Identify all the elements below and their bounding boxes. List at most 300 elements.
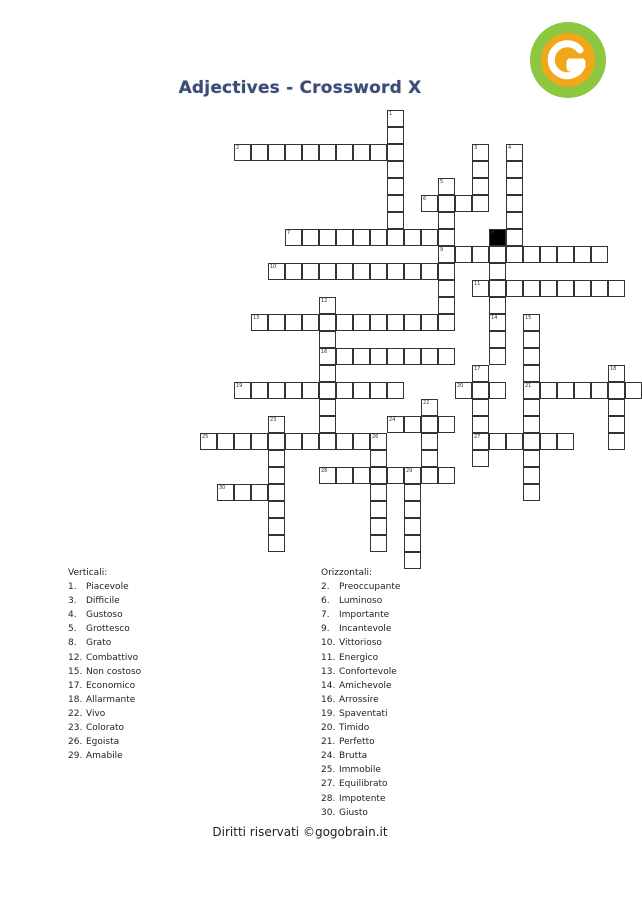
clue-number-label: 8	[491, 230, 495, 236]
grid-cell[interactable]	[523, 399, 540, 416]
grid-cell[interactable]	[404, 501, 421, 518]
grid-cell[interactable]	[557, 433, 574, 450]
grid-cell[interactable]	[421, 399, 438, 416]
grid-cell[interactable]	[523, 314, 540, 331]
grid-cell[interactable]	[319, 144, 336, 161]
grid-cell[interactable]	[489, 348, 506, 365]
grid-cell[interactable]	[404, 416, 421, 433]
grid-cell[interactable]	[506, 280, 523, 297]
grid-cell[interactable]	[268, 450, 285, 467]
grid-cell[interactable]	[608, 382, 625, 399]
clue-number: 3.	[68, 596, 77, 607]
grid-cell[interactable]	[251, 433, 268, 450]
across-clue	[321, 622, 400, 636]
grid-cell[interactable]	[370, 229, 387, 246]
grid-cell[interactable]	[319, 331, 336, 348]
grid-cell[interactable]	[285, 382, 302, 399]
grid-cell[interactable]	[387, 127, 404, 144]
clue-number-label: 18	[610, 366, 617, 372]
clue-number-label: 14	[491, 315, 498, 321]
grid-cell[interactable]	[540, 382, 557, 399]
clue-text: Giusto	[339, 807, 368, 818]
clue-text: Immobile	[339, 765, 381, 776]
grid-cell[interactable]	[217, 484, 234, 501]
grid-cell[interactable]	[302, 382, 319, 399]
grid-cell[interactable]	[472, 280, 489, 297]
grid-cell[interactable]	[438, 348, 455, 365]
clue-text: Colorato	[86, 723, 125, 734]
down-clue-list	[68, 580, 141, 763]
down-clue	[68, 622, 141, 636]
grid-cell[interactable]	[353, 382, 370, 399]
grid-cell[interactable]	[591, 382, 608, 399]
across-clue	[321, 806, 400, 820]
across-clue	[321, 693, 400, 707]
grid-cell[interactable]	[404, 263, 421, 280]
down-clue	[68, 608, 141, 622]
grid-cell[interactable]	[370, 314, 387, 331]
grid-cell[interactable]	[489, 297, 506, 314]
down-clue	[68, 693, 141, 707]
grid-cell[interactable]	[591, 246, 608, 263]
clue-number: 27.	[321, 779, 336, 790]
grid-cell[interactable]	[302, 229, 319, 246]
clue-number-label: 3	[474, 145, 478, 151]
clue-text: Amichevole	[339, 680, 392, 691]
grid-cell[interactable]	[489, 433, 506, 450]
grid-cell[interactable]	[319, 416, 336, 433]
grid-cell[interactable]	[370, 484, 387, 501]
clue-number-label: 25	[202, 434, 209, 440]
clue-number-label: 11	[474, 281, 481, 287]
grid-cell[interactable]	[472, 382, 489, 399]
clue-number: 12.	[68, 652, 83, 663]
clue-text: Gustoso	[86, 610, 123, 621]
grid-cell[interactable]	[591, 280, 608, 297]
grid-cell[interactable]	[438, 246, 455, 263]
grid-cell[interactable]	[387, 382, 404, 399]
grid-cell[interactable]	[387, 314, 404, 331]
grid-cell[interactable]	[506, 161, 523, 178]
clue-number: 20.	[321, 723, 336, 734]
clue-number: 9.	[321, 624, 330, 635]
grid-cell[interactable]	[523, 331, 540, 348]
grid-cell[interactable]	[472, 246, 489, 263]
grid-cell[interactable]	[625, 382, 642, 399]
grid-cell[interactable]	[319, 314, 336, 331]
grid-cell[interactable]	[438, 229, 455, 246]
grid-cell[interactable]	[472, 399, 489, 416]
grid-cell[interactable]	[438, 212, 455, 229]
puzzle-title: Adjectives - Crossword X	[178, 78, 422, 98]
grid-cell[interactable]	[251, 484, 268, 501]
grid-cell[interactable]	[489, 263, 506, 280]
grid-cell[interactable]	[387, 229, 404, 246]
grid-cell[interactable]	[387, 178, 404, 195]
across-clue	[321, 777, 400, 791]
grid-cell[interactable]	[268, 501, 285, 518]
clue-text: Vivo	[86, 708, 106, 719]
grid-cell[interactable]	[523, 280, 540, 297]
grid-cell[interactable]	[234, 382, 251, 399]
grid-cell[interactable]	[336, 348, 353, 365]
grid-cell[interactable]	[353, 314, 370, 331]
across-clue	[321, 580, 400, 594]
grid-cell[interactable]	[370, 144, 387, 161]
grid-cell[interactable]	[370, 263, 387, 280]
grid-cell[interactable]	[438, 297, 455, 314]
grid-cell[interactable]	[251, 314, 268, 331]
grid-cell[interactable]	[574, 280, 591, 297]
grid-cell[interactable]	[404, 518, 421, 535]
clue-number: 22.	[68, 708, 83, 719]
grid-cell[interactable]	[336, 229, 353, 246]
grid-cell[interactable]	[387, 348, 404, 365]
clue-text: Timido	[339, 723, 370, 734]
black-cell	[489, 229, 506, 246]
grid-cell[interactable]	[387, 416, 404, 433]
clue-text: Spaventati	[339, 708, 388, 719]
grid-cell[interactable]	[285, 433, 302, 450]
grid-cell[interactable]	[268, 144, 285, 161]
grid-cell[interactable]	[438, 416, 455, 433]
grid-cell[interactable]	[421, 229, 438, 246]
grid-cell[interactable]	[472, 365, 489, 382]
grid-cell[interactable]	[472, 416, 489, 433]
grid-cell[interactable]	[353, 229, 370, 246]
clue-text: Non costoso	[86, 666, 142, 677]
grid-cell[interactable]	[234, 433, 251, 450]
grid-cell[interactable]	[370, 535, 387, 552]
grid-cell[interactable]	[489, 280, 506, 297]
grid-cell[interactable]	[489, 331, 506, 348]
clue-number: 2.	[321, 582, 330, 593]
grid-cell[interactable]	[608, 416, 625, 433]
grid-cell[interactable]	[404, 467, 421, 484]
clue-number: 23.	[68, 723, 83, 734]
clue-text: Confortevole	[339, 666, 397, 677]
clue-number: 14.	[321, 680, 336, 691]
clue-text: Egoista	[86, 737, 120, 748]
clue-text: Amabile	[86, 751, 123, 762]
clue-number-label: 5	[440, 179, 444, 185]
clue-text: Importante	[339, 610, 390, 621]
down-clue	[68, 679, 141, 693]
grid-cell[interactable]	[540, 280, 557, 297]
across-clue	[321, 651, 400, 665]
grid-cell[interactable]	[319, 348, 336, 365]
clue-number-label: 13	[253, 315, 260, 321]
grid-cell[interactable]	[251, 382, 268, 399]
grid-cell[interactable]	[489, 246, 506, 263]
grid-cell[interactable]	[251, 144, 268, 161]
grid-cell[interactable]	[319, 229, 336, 246]
grid-cell[interactable]	[574, 246, 591, 263]
grid-cell[interactable]	[404, 552, 421, 569]
grid-cell[interactable]	[523, 365, 540, 382]
grid-cell[interactable]	[438, 195, 455, 212]
grid-cell[interactable]	[489, 382, 506, 399]
grid-cell[interactable]	[455, 382, 472, 399]
grid-cell[interactable]	[353, 433, 370, 450]
grid-cell[interactable]	[336, 467, 353, 484]
across-clues	[321, 566, 400, 820]
grid-cell[interactable]	[421, 416, 438, 433]
grid-cell[interactable]	[302, 433, 319, 450]
grid-cell[interactable]	[404, 314, 421, 331]
grid-cell[interactable]	[387, 110, 404, 127]
grid-cell[interactable]	[404, 348, 421, 365]
across-clue	[321, 707, 400, 721]
grid-cell[interactable]	[438, 467, 455, 484]
grid-cell[interactable]	[285, 229, 302, 246]
grid-cell[interactable]	[336, 144, 353, 161]
clue-number-label: 26	[372, 434, 379, 440]
grid-cell[interactable]	[268, 433, 285, 450]
grid-cell[interactable]	[472, 450, 489, 467]
grid-cell[interactable]	[472, 195, 489, 212]
clue-number: 1.	[68, 582, 77, 593]
clue-text: Luminoso	[339, 596, 383, 607]
grid-cell[interactable]	[319, 297, 336, 314]
clue-text: Energico	[339, 652, 379, 663]
clue-number: 5.	[68, 624, 77, 635]
clue-number-label: 23	[270, 417, 277, 423]
grid-cell[interactable]	[438, 178, 455, 195]
grid-cell[interactable]	[506, 144, 523, 161]
down-clue	[68, 636, 141, 650]
grid-cell[interactable]	[370, 433, 387, 450]
grid-cell[interactable]	[268, 382, 285, 399]
grid-cell[interactable]	[608, 280, 625, 297]
grid-cell[interactable]	[574, 382, 591, 399]
grid-cell[interactable]	[557, 280, 574, 297]
grid-cell[interactable]	[370, 450, 387, 467]
clue-number: 21.	[321, 737, 336, 748]
clue-number-label: 6	[423, 196, 427, 202]
clue-number-label: 21	[525, 383, 532, 389]
clue-number-label: 1	[389, 111, 393, 117]
grid-cell[interactable]	[200, 433, 217, 450]
grid-cell[interactable]	[285, 263, 302, 280]
grid-cell[interactable]	[421, 263, 438, 280]
grid-cell[interactable]	[472, 161, 489, 178]
grid-cell[interactable]	[387, 161, 404, 178]
grid-cell[interactable]	[319, 399, 336, 416]
grid-cell[interactable]	[421, 467, 438, 484]
grid-cell[interactable]	[523, 246, 540, 263]
grid-cell[interactable]	[387, 263, 404, 280]
grid-cell[interactable]	[217, 433, 234, 450]
down-clue	[68, 735, 141, 749]
clue-text: Combattivo	[86, 652, 139, 663]
grid-cell[interactable]	[336, 382, 353, 399]
clue-number: 19.	[321, 708, 336, 719]
clue-number-label: 4	[508, 145, 512, 151]
grid-cell[interactable]	[302, 314, 319, 331]
clue-number: 26.	[68, 737, 83, 748]
grid-cell[interactable]	[353, 348, 370, 365]
clue-number-label: 17	[474, 366, 481, 372]
grid-cell[interactable]	[370, 382, 387, 399]
grid-cell[interactable]	[472, 178, 489, 195]
grid-cell[interactable]	[608, 433, 625, 450]
grid-cell[interactable]	[302, 144, 319, 161]
clue-text: Incantevole	[339, 624, 392, 635]
grid-cell[interactable]	[302, 263, 319, 280]
grid-cell[interactable]	[370, 501, 387, 518]
down-clue	[68, 665, 141, 679]
grid-cell[interactable]	[285, 314, 302, 331]
clue-number-label: 16	[321, 349, 328, 355]
grid-cell[interactable]	[319, 382, 336, 399]
clue-number-label: 29	[406, 468, 413, 474]
grid-cell[interactable]	[234, 144, 251, 161]
across-clue	[321, 735, 400, 749]
clue-number: 18.	[68, 694, 83, 705]
clue-number: 15.	[68, 666, 83, 677]
grid-cell[interactable]	[387, 144, 404, 161]
grid-cell[interactable]	[268, 467, 285, 484]
grid-cell[interactable]	[370, 518, 387, 535]
grid-cell[interactable]	[353, 263, 370, 280]
grid-cell[interactable]	[319, 365, 336, 382]
clue-number: 16.	[321, 694, 336, 705]
grid-cell[interactable]	[353, 467, 370, 484]
clue-number-label: 28	[321, 468, 328, 474]
grid-cell[interactable]	[268, 416, 285, 433]
clue-text: Grato	[86, 638, 112, 649]
clue-number: 10.	[321, 638, 336, 649]
clue-text: Piacevole	[86, 582, 129, 593]
clue-number: 8.	[68, 638, 77, 649]
across-clue	[321, 608, 400, 622]
grid-cell[interactable]	[268, 314, 285, 331]
clue-text: Equilibrato	[339, 779, 388, 790]
grid-cell[interactable]	[506, 195, 523, 212]
clue-number-label: 7	[287, 230, 291, 236]
grid-cell[interactable]	[268, 263, 285, 280]
clue-number-label: 20	[457, 383, 464, 389]
clue-text: Preoccupante	[339, 582, 401, 593]
grid-cell[interactable]	[421, 195, 438, 212]
grid-cell[interactable]	[404, 535, 421, 552]
grid-cell[interactable]	[421, 314, 438, 331]
grid-cell[interactable]	[472, 433, 489, 450]
across-clue	[321, 636, 400, 650]
clue-number-label: 30	[219, 485, 226, 491]
grid-cell[interactable]	[438, 263, 455, 280]
down-clue	[68, 580, 141, 594]
across-clues-heading: Orizzontali:	[321, 568, 373, 578]
clue-number: 24.	[321, 751, 336, 762]
grid-cell[interactable]	[268, 535, 285, 552]
grid-cell[interactable]	[506, 246, 523, 263]
clue-number-label: 9	[440, 247, 444, 253]
down-clue	[68, 707, 141, 721]
grid-cell[interactable]	[319, 433, 336, 450]
grid-cell[interactable]	[438, 280, 455, 297]
grid-cell[interactable]	[353, 144, 370, 161]
grid-cell[interactable]	[421, 450, 438, 467]
grid-cell[interactable]	[319, 263, 336, 280]
grid-cell[interactable]	[540, 246, 557, 263]
grid-cell[interactable]	[370, 348, 387, 365]
clue-number-label: 24	[389, 417, 396, 423]
grid-cell[interactable]	[523, 348, 540, 365]
grid-cell[interactable]	[285, 144, 302, 161]
grid-cell[interactable]	[387, 212, 404, 229]
across-clue-list	[321, 580, 400, 820]
grid-cell[interactable]	[506, 433, 523, 450]
grid-cell[interactable]	[319, 467, 336, 484]
down-clues	[68, 566, 141, 763]
grid-cell[interactable]	[523, 433, 540, 450]
grid-cell[interactable]	[523, 450, 540, 467]
clue-number-label: 12	[321, 298, 328, 304]
grid-cell[interactable]	[506, 229, 523, 246]
grid-cell[interactable]	[489, 314, 506, 331]
grid-cell[interactable]	[523, 416, 540, 433]
grid-cell[interactable]	[421, 348, 438, 365]
grid-cell[interactable]	[472, 144, 489, 161]
down-clue	[68, 594, 141, 608]
down-clue	[68, 651, 141, 665]
across-clue	[321, 792, 400, 806]
grid-cell[interactable]	[336, 263, 353, 280]
grid-cell[interactable]	[404, 229, 421, 246]
grid-cell[interactable]	[523, 484, 540, 501]
grid-cell[interactable]	[608, 365, 625, 382]
grid-cell[interactable]	[557, 382, 574, 399]
clue-number-label: 19	[236, 383, 243, 389]
grid-cell[interactable]	[268, 484, 285, 501]
grid-cell[interactable]	[336, 433, 353, 450]
grid-cell[interactable]	[523, 382, 540, 399]
grid-cell[interactable]	[370, 467, 387, 484]
clue-text: Grottesco	[86, 624, 130, 635]
grid-cell[interactable]	[438, 314, 455, 331]
across-clue	[321, 665, 400, 679]
clue-number: 13.	[321, 666, 336, 677]
grid-cell[interactable]	[421, 433, 438, 450]
grid-cell[interactable]	[234, 484, 251, 501]
grid-cell[interactable]	[268, 518, 285, 535]
grid-cell[interactable]	[506, 178, 523, 195]
clue-number-label: 15	[525, 315, 532, 321]
clue-number: 30.	[321, 807, 336, 818]
grid-cell[interactable]	[506, 212, 523, 229]
grid-cell[interactable]	[387, 195, 404, 212]
clue-text: Impotente	[339, 793, 386, 804]
across-clue	[321, 594, 400, 608]
clue-number-label: 22	[423, 400, 430, 406]
grid-cell[interactable]	[523, 467, 540, 484]
grid-cell[interactable]	[387, 467, 404, 484]
clue-number-label: 2	[236, 145, 240, 151]
grid-cell[interactable]	[455, 195, 472, 212]
grid-cell[interactable]	[608, 399, 625, 416]
clue-number: 17.	[68, 680, 83, 691]
grid-cell[interactable]	[404, 484, 421, 501]
grid-cell[interactable]	[540, 433, 557, 450]
grid-cell[interactable]	[557, 246, 574, 263]
across-clue	[321, 749, 400, 763]
grid-cell[interactable]	[455, 246, 472, 263]
clue-number: 25.	[321, 765, 336, 776]
clue-text: Brutta	[339, 751, 368, 762]
grid-cell[interactable]	[336, 314, 353, 331]
